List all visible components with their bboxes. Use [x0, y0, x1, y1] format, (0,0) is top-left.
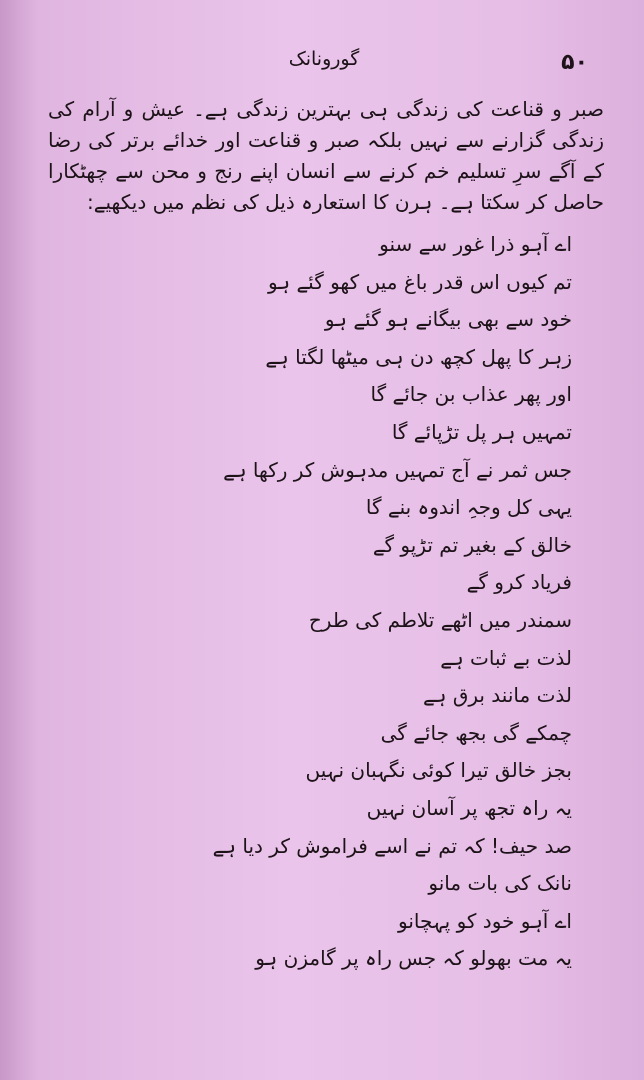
poem-line: زہر کا پھل کچھ دن ہی میٹھا لگتا ہے — [265, 344, 572, 369]
poem-line: فریاد کرو گے — [466, 570, 572, 595]
poem-line: تمہیں ہر پل تڑپائے گا — [391, 419, 572, 444]
poem — [170, 226, 572, 978]
poem-line: سمندر میں اٹھے تلاطم کی طرح — [308, 607, 572, 632]
poem-line: لذت بے ثبات ہے — [440, 645, 572, 670]
poem-line: لذت مانند برق ہے — [423, 683, 572, 708]
page-number: ۵۰ — [561, 50, 588, 75]
poem-line: خالق کے بغیر تم تڑپو گے — [372, 532, 572, 557]
prose-paragraph: صبر و قناعت کی زندگی ہی بہترین زندگی ہے۔ عیش و آرام کی زندگی گزارنے سے نہیں بلکہ صبر و قناعت اور خدائے برتر کی رضا کے آگے سرِ تسلیم خم کرنے سے انسان اپنے رنج و محن سے چھٹکارا حاصل کر سکتا ہے۔ ہرن کا استعارہ ذیل کی نظم میں دیکھیے: — [48, 97, 604, 214]
page-header — [60, 48, 588, 82]
poem-line: صد حیف! کہ تم نے اسے فراموش کر دیا ہے — [212, 833, 572, 858]
poem-line: چمکے گی بجھ جائے گی — [380, 720, 572, 745]
poem-line: یہی کل وجہِ اندوہ بنے گا — [365, 495, 572, 520]
poem-line: جس ثمر نے آج تمہیں مدہوش کر رکھا ہے — [223, 457, 572, 482]
poem-line: بجز خالق تیرا کوئی نگہبان نہیں — [305, 758, 572, 783]
poem-line: اے آہو خود کو پہچانو — [398, 908, 572, 933]
poem-line: خود سے بھی بیگانے ہو گئے ہو — [324, 307, 572, 332]
poem-line: اور پھر عذاب بن جائے گا — [370, 382, 572, 407]
poem-line: یہ مت بھولو کہ جس راہ پر گامزن ہو — [255, 946, 572, 971]
running-title: گورونانک — [288, 48, 360, 70]
poem-line: اے آہو ذرا غور سے سنو — [379, 232, 572, 256]
poem-line: تم کیوں اس قدر باغ میں کھو گئے ہو — [268, 269, 572, 294]
poem-line: نانک کی بات مانو — [428, 871, 572, 896]
poem-line: یہ راہ تجھ پر آسان نہیں — [366, 795, 572, 820]
